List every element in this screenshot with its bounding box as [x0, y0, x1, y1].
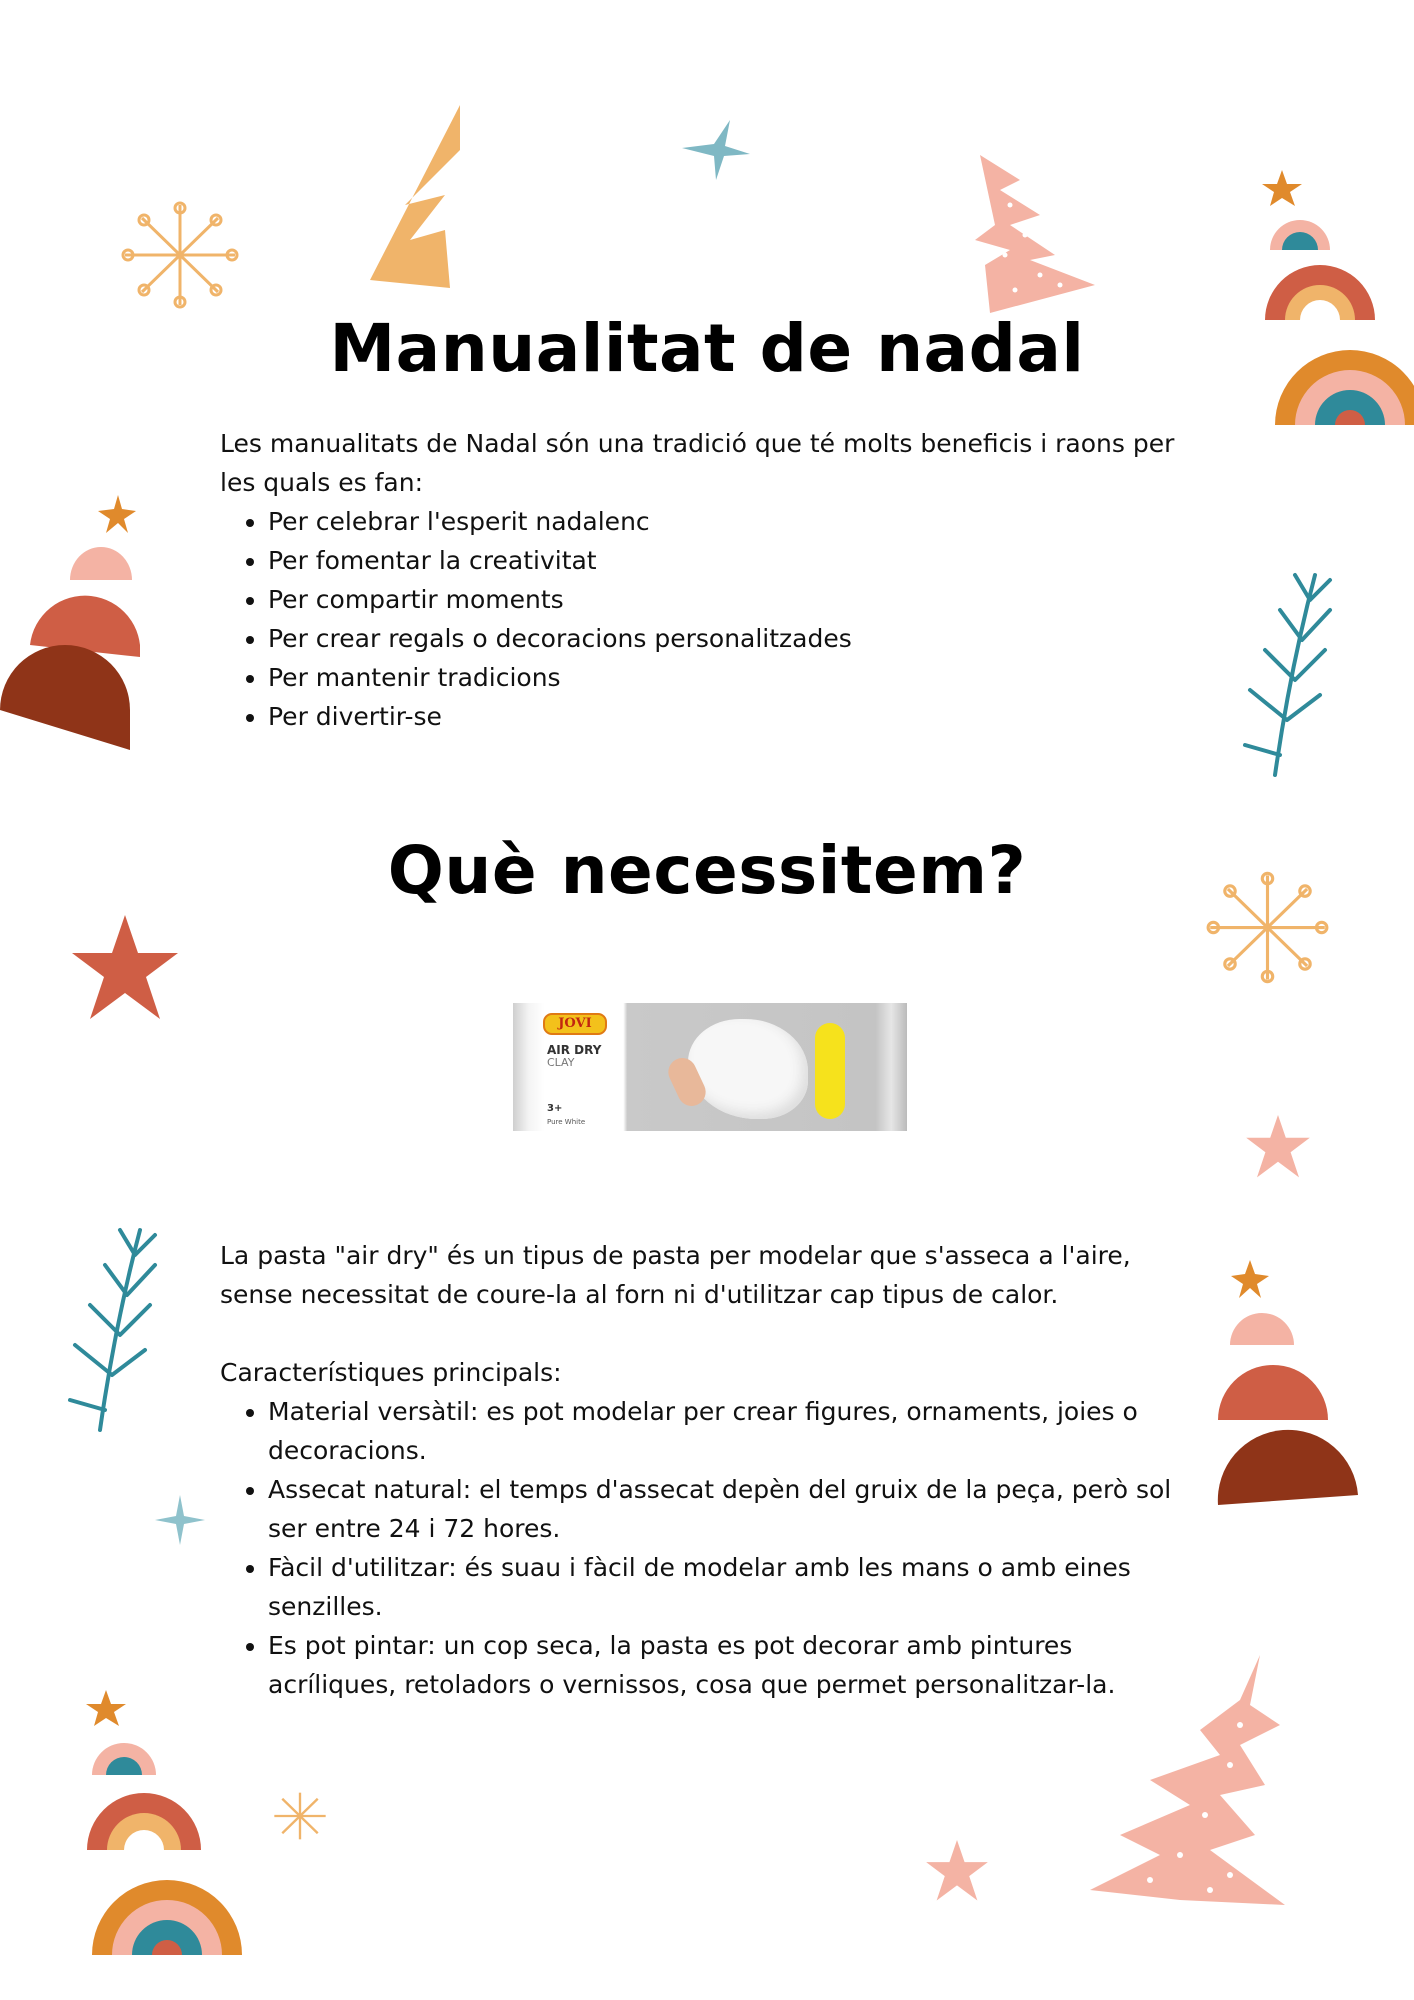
star-icon [1245, 1115, 1311, 1181]
product-name: AIR DRY [547, 1043, 602, 1057]
list-item: • Per compartir moments [268, 580, 1180, 619]
dotted-tree-icon [970, 155, 1100, 315]
stacked-tree-icon [1215, 1260, 1365, 1510]
snowflake-icon [272, 1790, 328, 1842]
branch-icon [1240, 570, 1340, 780]
list-item: • Per mantenir tradicions [268, 658, 1180, 697]
list-item: • Es pot pintar: un cop seca, la pasta es pot decorar amb pintures acríliques, retoladors o vernissos, cosa que permet personalitzar-la. [268, 1626, 1180, 1704]
list-item: • Fàcil d'utilitzar: és suau i fàcil de modelar amb les mans o amb eines senzilles. [268, 1548, 1180, 1626]
star-icon [680, 118, 752, 184]
product-name-sub: CLAY [547, 1056, 575, 1069]
list-item: • Material versàtil: es pot modelar per crear figures, ornaments, joies o decoracions. [268, 1392, 1180, 1470]
snowflake-icon [120, 200, 240, 310]
features-heading: Característiques principals: [220, 1358, 562, 1387]
brand-logo: JOVI [543, 1013, 607, 1035]
list-item: • Per divertir-se [268, 697, 1180, 736]
section-title: Què necessitem? [387, 832, 1027, 909]
rainbow-stack-icon [82, 1690, 242, 1960]
reasons-list [220, 502, 1180, 736]
stacked-tree-icon [0, 495, 140, 755]
description-paragraph: La pasta "air dry" és un tipus de pasta per modelar que s'asseca a l'aire, sense necessitat de coure-la al forn ni d'utilitzar cap tipus de calor. [220, 1241, 1131, 1309]
product-image-air-dry-clay [513, 997, 907, 1138]
tree-icon [365, 100, 475, 290]
intro-paragraph: Les manualitats de Nadal són una tradició que té molts beneficis i raons per les quals es fan: [220, 429, 1175, 497]
branch-icon [65, 1225, 165, 1435]
list-item: • Per crear regals o decoracions personalitzades [268, 619, 1180, 658]
star-icon [925, 1840, 989, 1904]
list-item: • Assecat natural: el temps d'assecat depèn del gruix de la peça, però sol ser entre 24 i 72 hores. [268, 1470, 1180, 1548]
description-text-block [220, 1236, 1180, 1704]
feature-badge [815, 1023, 845, 1119]
intro-text-block [220, 424, 1180, 736]
age-label: 3+ [547, 1103, 563, 1114]
list-item: • Per celebrar l'esperit nadalenc [268, 502, 1180, 541]
features-list [220, 1392, 1180, 1704]
list-item: • Per fomentar la creativitat [268, 541, 1180, 580]
color-label: Pure White [547, 1118, 586, 1126]
star-icon [70, 915, 180, 1025]
rainbow-stack-icon [1260, 170, 1414, 430]
page-title: Manualitat de nadal [329, 310, 1085, 387]
sparkle-icon [155, 1495, 205, 1545]
spacer [220, 1314, 1180, 1353]
